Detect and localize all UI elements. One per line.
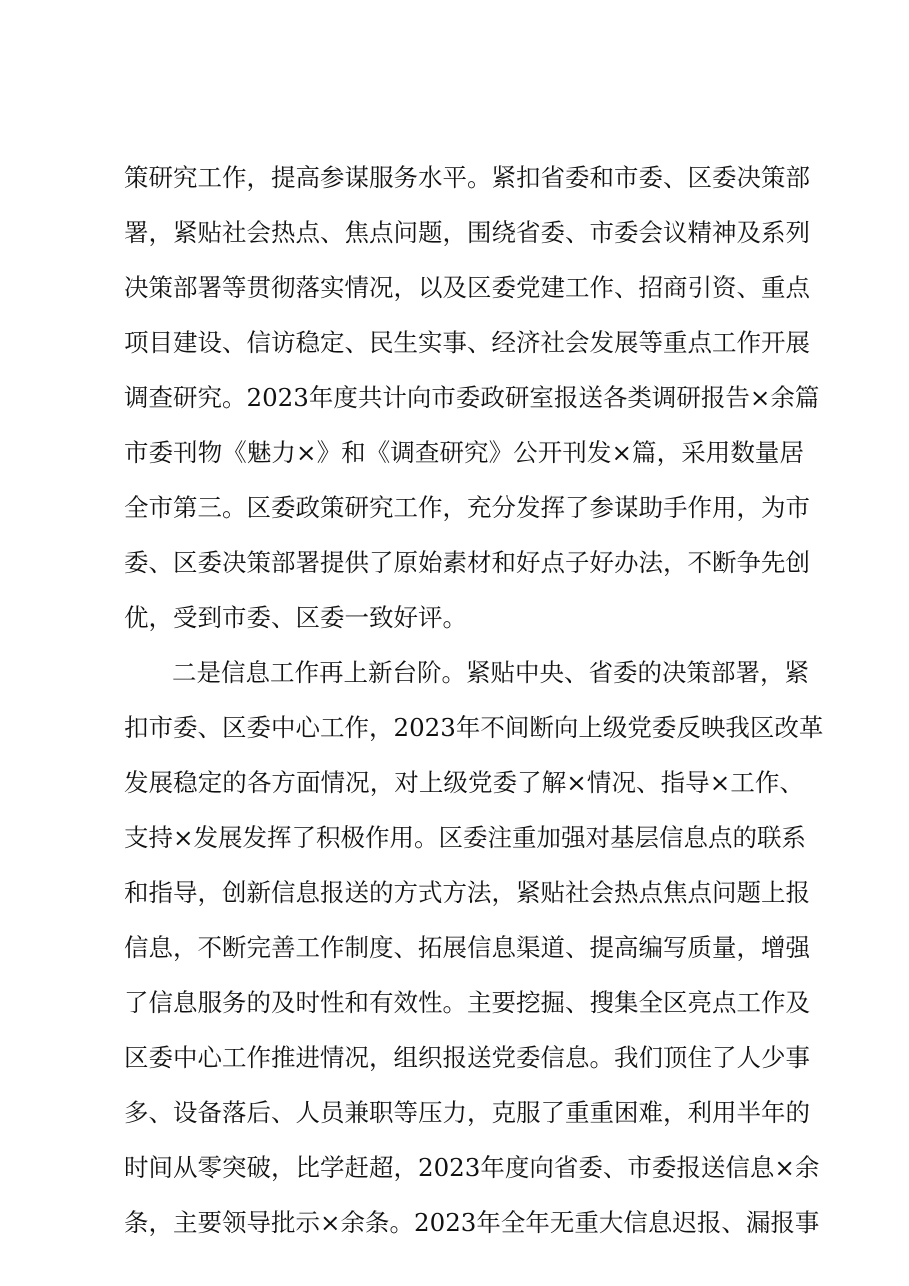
text-line: 决策部署等贯彻落实情况，以及区委党建工作、招商引资、重点	[124, 273, 810, 302]
text-line: 多、设备落后、人员兼职等压力，克服了重重困难，利用半年的	[124, 1098, 810, 1127]
text-line: 发展稳定的各方面情况，对上级党委了解×情况、指导×工作、	[124, 768, 804, 797]
text-line: 信息，不断完善工作制度、拓展信息渠道、提高编写质量，增强	[124, 933, 810, 962]
text-line: 调查研究。2023年度共计向市委政研室报送各类调研报告×余篇	[124, 383, 820, 412]
text-line: 时间从零突破，比学赶超，2023年度向省委、市委报送信息×余	[124, 1153, 820, 1182]
text-line: 项目建设、信访稳定、民生实事、经济社会发展等重点工作开展	[124, 328, 810, 357]
text-line: 策研究工作，提高参谋服务水平。紧扣省委和市委、区委决策部	[124, 163, 810, 192]
text-line: 扣市委、区委中心工作，2023年不间断向上级党委反映我区改革	[124, 713, 824, 742]
paragraph-first-line: 二是信息工作再上新台阶。紧贴中央、省委的决策部署，紧	[172, 658, 809, 687]
text-line: 条，主要领导批示×余条。2023年全年无重大信息迟报、漏报事	[124, 1208, 820, 1237]
text-line: 和指导，创新信息报送的方式方法，紧贴社会热点焦点问题上报	[124, 878, 810, 907]
text-line: 区委中心工作推进情况，组织报送党委信息。我们顶住了人少事	[124, 1043, 810, 1072]
text-line: 支持×发展发挥了积极作用。区委注重加强对基层信息点的联系	[124, 823, 807, 852]
text-line: 全市第三。区委政策研究工作，充分发挥了参谋助手作用，为市	[124, 493, 810, 522]
text-line: 署，紧贴社会热点、焦点问题，围绕省委、市委会议精神及系列	[124, 218, 810, 247]
text-line: 市委刊物《魅力×》和《调查研究》公开刊发×篇，采用数量居	[124, 438, 804, 467]
text-line: 委、区委决策部署提供了原始素材和好点子好办法，不断争先创	[124, 548, 810, 577]
text-line: 优，受到市委、区委一致好评。	[124, 603, 467, 632]
text-line: 了信息服务的及时性和有效性。主要挖掘、搜集全区亮点工作及	[124, 988, 810, 1017]
